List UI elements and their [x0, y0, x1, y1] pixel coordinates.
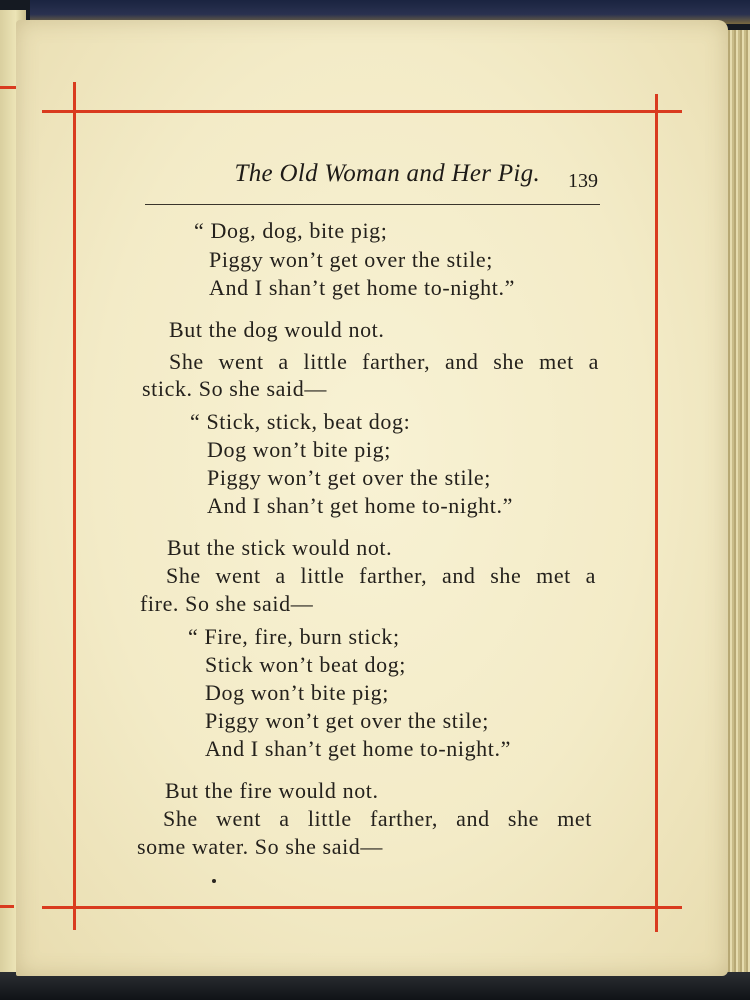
- prose-line: But the fire would not.: [165, 778, 379, 803]
- verse-line: Piggy won’t get over the stile;: [207, 465, 491, 490]
- verse-line: And I shan’t get home to-night.”: [207, 493, 513, 518]
- prose-line: stick. So she said—: [142, 376, 327, 401]
- border-rule-left: [73, 82, 76, 930]
- prose-line: She went a little farther, and she met a: [166, 563, 596, 588]
- prose-line: She went a little farther, and she met: [163, 806, 592, 831]
- verse-line: “ Fire, fire, burn stick;: [188, 624, 400, 649]
- verse-line: Piggy won’t get over the stile;: [209, 247, 493, 272]
- running-title: The Old Woman and Her Pig.: [234, 160, 540, 187]
- verse-line: Stick won’t beat dog;: [205, 652, 407, 677]
- ink-speck: [212, 879, 216, 883]
- prose-line: fire. So she said—: [140, 591, 314, 616]
- border-rule-top: [42, 110, 682, 113]
- verse-line: And I shan’t get home to-night.”: [209, 275, 515, 300]
- prose-line: some water. So she said—: [137, 834, 383, 859]
- running-head: [145, 160, 600, 204]
- verse-line: And I shan’t get home to-night.”: [205, 736, 511, 761]
- verse-line: “ Stick, stick, beat dog:: [190, 409, 411, 434]
- verse-line: Piggy won’t get over the stile;: [205, 708, 489, 733]
- verse-line: Dog won’t bite pig;: [205, 680, 389, 705]
- left-page-border-rule-bottom: [0, 905, 14, 908]
- prose-line: But the stick would not.: [167, 535, 393, 560]
- verse-line: Dog won’t bite pig;: [207, 437, 391, 462]
- prose-line: But the dog would not.: [169, 317, 385, 342]
- border-rule-right: [655, 94, 658, 932]
- bottom-shadow: [0, 972, 750, 1000]
- prose-line: She went a little farther, and she met a: [169, 349, 599, 374]
- left-page-border-rule: [0, 86, 16, 89]
- page-number: 139: [568, 170, 598, 192]
- header-rule: [145, 204, 600, 205]
- verse-line: “ Dog, dog, bite pig;: [194, 218, 388, 243]
- border-rule-bottom: [42, 906, 682, 909]
